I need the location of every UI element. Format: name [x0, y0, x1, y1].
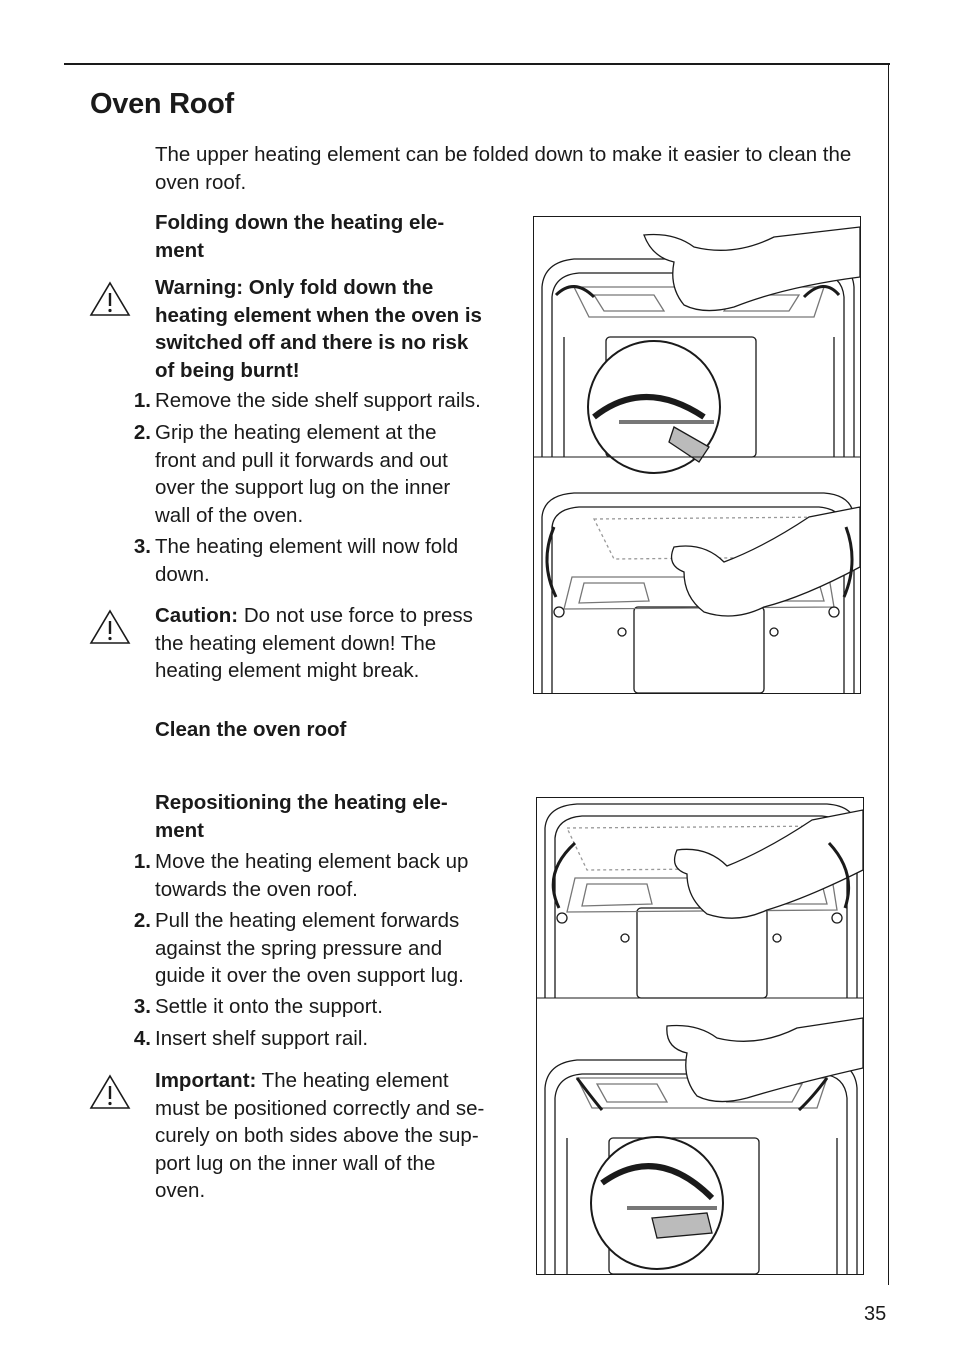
step-line: Grip the heating element at the — [155, 421, 437, 444]
right-rule — [888, 63, 889, 1285]
folding-heading-line: Folding down the heating ele- — [155, 211, 445, 234]
clean-heading: Clean the oven roof — [155, 718, 347, 741]
repositioning-illustration — [536, 797, 864, 1275]
step-number: 2. — [133, 909, 151, 932]
step-line: Move the heating element back up — [155, 850, 469, 873]
step-line: The heating element will now fold — [155, 535, 459, 558]
warning-triangle-icon — [89, 281, 131, 317]
warning-text — [155, 274, 482, 384]
warning-line: Warning: Only fold down the — [155, 276, 434, 299]
warning-line: heating element when the oven is — [155, 303, 482, 327]
caution-line: the heating element down! The — [155, 631, 437, 655]
important-label: Important: — [155, 1069, 257, 1092]
important-line: port lug on the inner wall of the — [155, 1151, 436, 1175]
warning-triangle-icon — [89, 609, 131, 645]
folding-illustration — [533, 216, 861, 694]
step-line: against the spring pressure and — [155, 936, 443, 960]
step-line: Settle it onto the support. — [155, 995, 383, 1018]
page-number: 35 — [864, 1303, 887, 1325]
step-line: over the support lug on the inner — [155, 476, 451, 499]
step-line: towards the oven roof. — [155, 877, 358, 901]
warning-triangle-icon — [89, 1074, 131, 1110]
important-text — [155, 1067, 484, 1205]
step-line: Remove the side shelf support rails. — [155, 389, 481, 412]
repositioning-heading-line: ment — [155, 818, 204, 842]
intro-text: The upper heating element can be folded down to make it easier to clean the oven roof. — [155, 143, 852, 194]
folding-heading-line: ment — [155, 238, 204, 262]
step-line: Pull the heating element forwards — [155, 909, 460, 932]
step-text — [155, 907, 464, 990]
step-number: 3. — [133, 995, 151, 1018]
step-line: guide it over the oven support lug. — [155, 964, 464, 987]
step-text — [155, 419, 450, 529]
folding-heading — [155, 209, 444, 264]
step-line: down. — [155, 562, 210, 586]
step-text — [155, 387, 481, 415]
step-line: Insert shelf support rail. — [155, 1027, 369, 1050]
page-title: Oven Roof — [90, 88, 234, 120]
step-number: 3. — [133, 535, 151, 558]
step-text — [155, 533, 458, 588]
repositioning-heading-line: Repositioning the heating ele- — [155, 791, 448, 814]
important-line: The heating element — [256, 1069, 449, 1092]
step-number: 1. — [133, 389, 151, 412]
step-text — [155, 1025, 368, 1053]
caution-label: Caution: — [155, 604, 239, 627]
step-number: 1. — [133, 850, 151, 873]
caution-text — [155, 602, 473, 685]
step-number: 2. — [133, 421, 151, 444]
important-line: curely on both sides above the sup- — [155, 1124, 479, 1147]
caution-line: heating element might break. — [155, 659, 420, 682]
warning-line: of being burnt! — [155, 358, 300, 382]
caution-line: Do not use force to press — [238, 604, 473, 627]
intro-paragraph — [155, 141, 855, 196]
step-line: front and pull it forwards and out — [155, 448, 448, 472]
step-number: 4. — [133, 1027, 151, 1050]
step-line: wall of the oven. — [155, 503, 304, 527]
top-rule — [64, 63, 890, 65]
important-line: oven. — [155, 1179, 206, 1202]
warning-line: switched off and there is no risk — [155, 331, 469, 354]
important-line: must be positioned correctly and se- — [155, 1096, 485, 1120]
step-text — [155, 993, 383, 1021]
step-text — [155, 848, 468, 903]
repositioning-heading — [155, 789, 448, 844]
